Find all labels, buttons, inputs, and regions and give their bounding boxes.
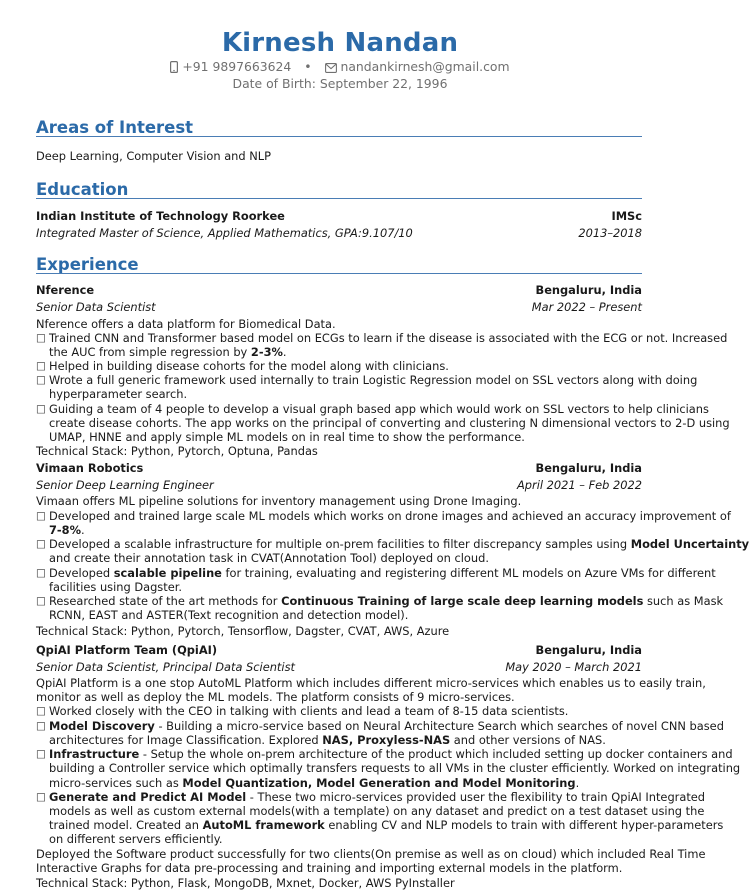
phone-number[interactable]: +91 9897663624	[182, 59, 292, 74]
bullet-line: micro-services such as Model Quantization, Model Generation and Model Monitoring.	[49, 776, 580, 790]
job-role: Senior Data Scientist	[36, 300, 156, 314]
bullet-marker: □	[36, 720, 46, 732]
job-location: Bengaluru, India	[535, 283, 642, 297]
education-header	[36, 209, 642, 223]
job-intro: Vimaan offers ML pipeline solutions for inventory management using Drone Imaging.	[36, 494, 522, 508]
job-location: Bengaluru, India	[535, 461, 642, 475]
bullet-line: Trained CNN and Transformer based model on ECGs to learn if the disease is associated with the ECG or not. Increased	[49, 331, 728, 345]
job-header	[36, 283, 642, 297]
tech-stack: Technical Stack: Python, Flask, MongoDB, Mxnet, Docker, AWS PyInstaller	[36, 876, 455, 890]
bullet-marker: □	[36, 374, 46, 386]
company-name: Vimaan Robotics	[36, 461, 144, 475]
bullet-line: on different servers efficiently.	[49, 832, 223, 846]
bullet-line: and create their annotation task in CVAT(Annotation Tool) deployed on cloud.	[49, 551, 489, 565]
job-outcome: Interactive Graphs for data pre-processing and training and importing external models in the platform.	[36, 861, 623, 875]
bullet-line: UMAP, HNNE and apply simple ML models on in real time to show the performance.	[49, 430, 525, 444]
company-name: Nference	[36, 283, 95, 297]
job-intro: Nference offers a data platform for Biomedical Data.	[36, 317, 336, 331]
tech-stack: Technical Stack: Python, Pytorch, Optuna, Pandas	[36, 444, 318, 458]
bullet-line: Researched state of the art methods for Continuous Training of large scale deep learning models such as Mask	[49, 594, 724, 608]
program-name: Integrated Master of Science, Applied Mathematics, GPA:9.107/10	[36, 226, 413, 240]
job-dates: April 2021 – Feb 2022	[517, 478, 642, 492]
bullet-line: Infrastructure - Setup the whole on-prem architecture of the product which included setting up docker containers and	[49, 747, 733, 761]
bullet-marker: □	[36, 403, 46, 415]
company-name: QpiAI Platform Team (QpiAI)	[36, 643, 218, 657]
bullet-line: Model Discovery - Building a micro-service based on Neural Architecture Search which searches of novel CNN based	[49, 719, 724, 733]
bullet-line: facilities using Dagster.	[49, 580, 182, 594]
job-location: Bengaluru, India	[535, 643, 642, 657]
job-dates: Mar 2022 – Present	[531, 300, 642, 314]
bullet-marker: □	[36, 595, 46, 607]
bullet-marker: □	[36, 510, 46, 522]
mobile-phone-icon	[170, 59, 178, 74]
bullet-line: trained model. Created an AutoML framework enabling CV and NLP models to train with different hyper-parameters	[49, 818, 724, 832]
bullet-marker: □	[36, 360, 46, 372]
job-role: Senior Data Scientist, Principal Data Scientist	[36, 660, 295, 674]
bullet-line: RCNN, EAST and ASTER(Text recognition and detection model).	[49, 608, 409, 622]
job-role-row	[36, 300, 642, 314]
job-header	[36, 643, 642, 657]
bullet-line: create disease cohorts. The app works on the principal of converting and clustering N dimensional vectors to 2-D using	[49, 416, 730, 430]
section-divider	[36, 136, 642, 137]
section-divider	[36, 198, 642, 199]
separator-dot: •	[304, 59, 312, 74]
bullet-line: architectures for Image Classification. Explored NAS, Proxyless-NAS and other versions of NAS.	[49, 733, 606, 747]
job-role: Senior Deep Learning Engineer	[36, 478, 214, 492]
bullet-marker: □	[36, 791, 46, 803]
bullet-line: Wrote a full generic framework used internally to train Logistic Regression model on SSL vectors along with doing	[49, 373, 698, 387]
section-divider	[36, 273, 642, 274]
bullet-marker: □	[36, 567, 46, 579]
bullet-marker: □	[36, 538, 46, 550]
job-intro: monitor as well as deploy the ML models. The platform consists of 9 micro-services.	[36, 690, 515, 704]
bullet-line: building a Controller service which optimally transfers requests to all VMs in the cluster efficiently. Worked on integrating	[49, 761, 741, 775]
education-details	[36, 226, 642, 240]
job-role-row	[36, 660, 642, 674]
job-role-row	[36, 478, 642, 492]
tech-stack: Technical Stack: Python, Pytorch, Tensorflow, Dagster, CVAT, AWS, Azure	[36, 624, 450, 638]
date-of-birth: Date of Birth: September 22, 1996	[232, 76, 448, 91]
email-address[interactable]: nandankirnesh@gmail.com	[340, 59, 510, 74]
job-outcome: Deployed the Software product successfully for two clients(On premise as well as on cloud) which included Real Time	[36, 847, 706, 861]
bullet-line: Developed and trained large scale ML models which works on drone images and achieved an accuracy improvement of	[49, 509, 731, 523]
bullet-marker: □	[36, 748, 46, 760]
envelope-icon	[325, 59, 337, 74]
interest-text: Deep Learning, Computer Vision and NLP	[36, 149, 271, 163]
bullet-line: Helped in building disease cohorts for the model along with clinicians.	[49, 359, 449, 373]
section-title-education: Education	[36, 180, 129, 199]
bullet-line: 7-8%.	[49, 523, 85, 537]
bullet-line: Generate and Predict AI Model - These two micro-services provided user the flexibility to train QpiAI Integrated	[49, 790, 706, 804]
bullet-line: Worked closely with the CEO in talking with clients and lead a team of 8-15 data scientists.	[49, 704, 569, 718]
candidate-name: Kirnesh Nandan	[221, 28, 459, 58]
bullet-line: models as well as custom external models(with a template) on any dataset and predict on a test dataset using the	[49, 804, 705, 818]
institution-name: Indian Institute of Technology Roorkee	[36, 209, 285, 223]
bullet-line: Developed scalable pipeline for training, evaluating and registering different ML models on Azure VMs for different	[49, 566, 716, 580]
bullet-marker: □	[36, 332, 46, 344]
degree: IMSc	[611, 209, 642, 223]
bullet-line: hyperparameter search.	[49, 387, 188, 401]
section-title-experience: Experience	[36, 255, 139, 274]
contact-line	[0, 59, 680, 75]
education-dates: 2013–2018	[578, 226, 642, 240]
job-dates: May 2020 – March 2021	[505, 660, 642, 674]
job-intro: QpiAI Platform is a one stop AutoML Platform which includes different micro-services which enables us to easily train,	[36, 676, 706, 690]
bullet-line: Developed a scalable infrastructure for multiple on-prem facilities to filter discrepancy samples using Model Uncertainty	[49, 537, 749, 551]
section-title-interest: Areas of Interest	[36, 118, 194, 137]
job-header	[36, 461, 642, 475]
bullet-line: the AUC from simple regression by 2-3%.	[49, 345, 287, 359]
bullet-marker: □	[36, 705, 46, 717]
bullet-line: Guiding a team of 4 people to develop a visual graph based app which would work on SSL vectors to help clinicians	[49, 402, 709, 416]
